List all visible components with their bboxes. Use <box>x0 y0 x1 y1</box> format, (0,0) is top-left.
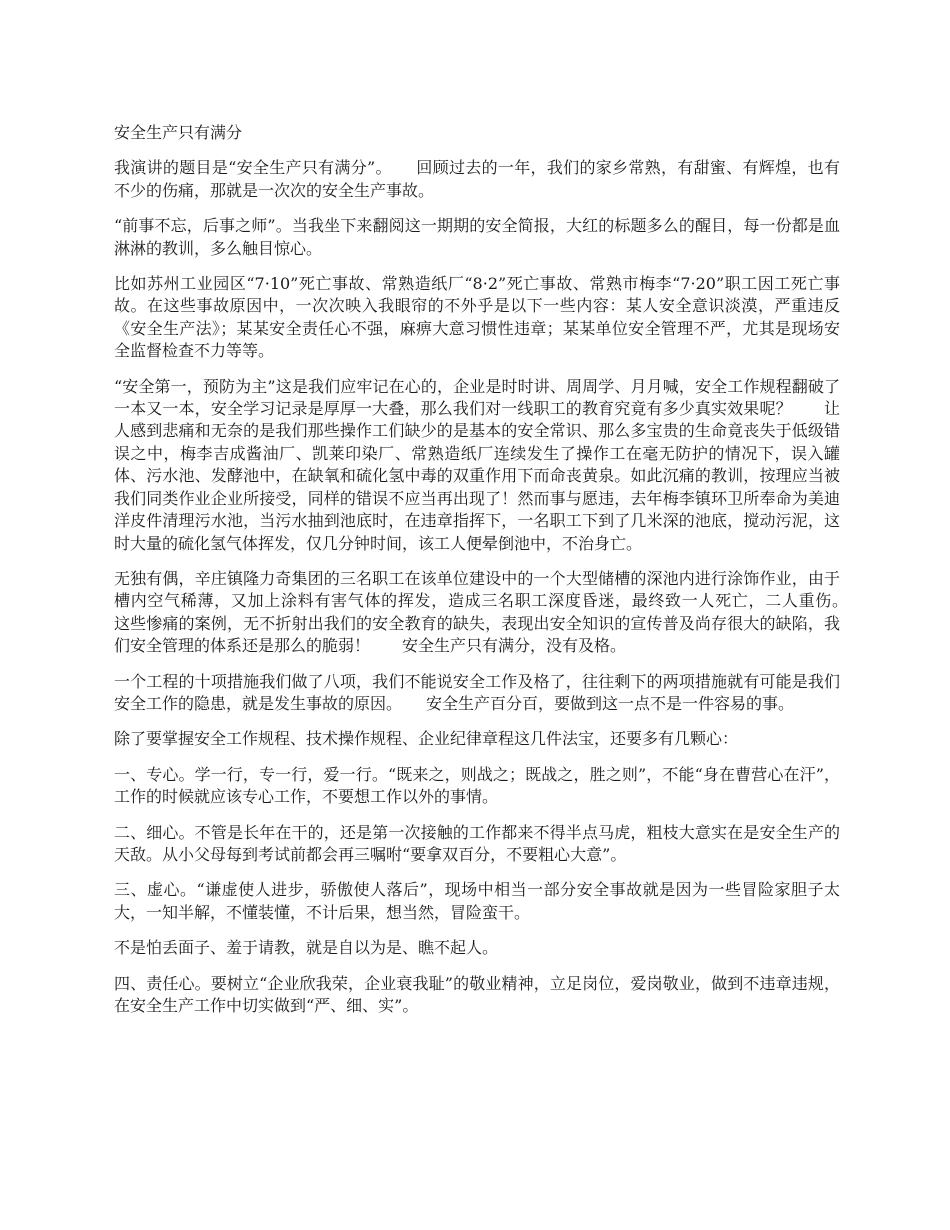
paragraph-11: 不是怕丢面子、羞于请教，就是自以为是、瞧不起人。 <box>114 938 499 958</box>
paragraph-3: 比如苏州工业园区“7·10”死亡事故、常熟造纸厂“8·2”死亡事故、常熟市梅李“7·20”职工因工死亡事故。在这些事故原因中，一次次映入我眼帘的不外乎是以下一些内容：某人安全意识淡漠，严重违反《安全生产法》；某某安全责任心不强，麻痹大意习惯性违章；某某单位安全管理不严，尤其是现场安全监督检查不力等等。 <box>114 274 840 361</box>
paragraph-4: “安全第一，预防为主”这是我们应牢记在心的，企业是时时讲、周周学、月月喊，安全工作规程翻破了一本又一本，安全学习记录是厚厚一大叠，那么我们对一线职工的教育究竟有多少真实效果呢？ 让人感到悲痛和无奈的是我们那些操作工们缺少的是基本的安全常识、那么多宝贵的生命竟丧失于低级错误之中，梅李吉成酱油厂、凯莱印染厂、常熟造纸厂连续发生了操作工在毫无防护的情况下，误入罐体、污水池、发酵池中，在缺氧和硫化氢中毒的双重作用下而命丧黄泉。如此沉痛的教训，按理应当被我们同类作业企业所接受，同样的错误不应当再出现了！然而事与愿违，去年梅李镇环卫所奉命为美迪洋皮件清理污水池，当污水抽到池底时，在违章指挥下，一名职工下到了几米深的池底，搅动污泥，这时大量的硫化氢气体挥发，仅几分钟时间，该工人便晕倒池中，不治身亡。 <box>114 376 840 553</box>
paragraph-5: 无独有偶，辛庄镇隆力奇集团的三名职工在该单位建设中的一个大型储槽的深池内进行涂饰作业，由于槽内空气稀薄，又加上涂料有害气体的挥发，造成三名职工深度昏迷，最终致一人死亡，二人重伤。 这些惨痛的案例，无不折射出我们的安全教育的缺失，表现出安全知识的宣传普及尚存很大的缺陷，我们安全管理的体系还是那么的脆弱！ 安全生产只有满分，没有及格。 <box>114 568 873 656</box>
paragraph-9: 二、细心。不管是长年在干的，还是第一次接触的工作都来不得半点马虎，粗枝大意实在是安全生产的天敌。从小父母每到考试前都会再三嘱咐“要拿双百分，不要粗心大意”。 <box>114 822 840 864</box>
paragraph-8: 一、专心。学一行，专一行，爱一行。“既来之，则战之；既战之，胜之则”，不能“身在曹营心在汗”，工作的时候就应该专心工作，不要想工作以外的事情。 <box>114 764 840 807</box>
paragraph-7: 除了要掌握安全工作规程、技术操作规程、企业纪律章程这几件法宝，还要多有几颗心： <box>114 729 739 749</box>
paragraph-1: 我演讲的题目是“安全生产只有满分”。 回顾过去的一年，我们的家乡常熟，有甜蜜、有辉煌，也有不少的伤痛，那就是一次次的安全生产事故。 <box>114 158 840 200</box>
document-title: 安全生产只有满分 <box>114 123 243 142</box>
document-page <box>114 122 873 1030</box>
paragraph-10: 三、虚心。“谦虚使人进步，骄傲使人落后”，现场中相当一部分安全事故就是因为一些冒险家胆子太大，一知半解，不懂装懂，不计后果，想当然，冒险蛮干。 <box>114 880 840 922</box>
paragraph-12: 四、责任心。要树立“企业欣我荣，企业衰我耻”的敬业精神，立足岗位，爱岗敬业，做到不违章违规，在安全生产工作中切实做到“严、细、实”。 <box>114 973 840 1015</box>
paragraph-6: 一个工程的十项措施我们做了八项，我们不能说安全工作及格了，往往剩下的两项措施就有可能是我们安全工作的隐患，就是发生事故的原因。 安全生产百分百，要做到这一点不是一件容易的事。 <box>114 671 840 713</box>
paragraph-2: “前事不忘，后事之师”。当我坐下来翻阅这一期期的安全简报，大红的标题多么的醒目，每一份都是血淋淋的教训，多么触目惊心。 <box>114 216 840 258</box>
